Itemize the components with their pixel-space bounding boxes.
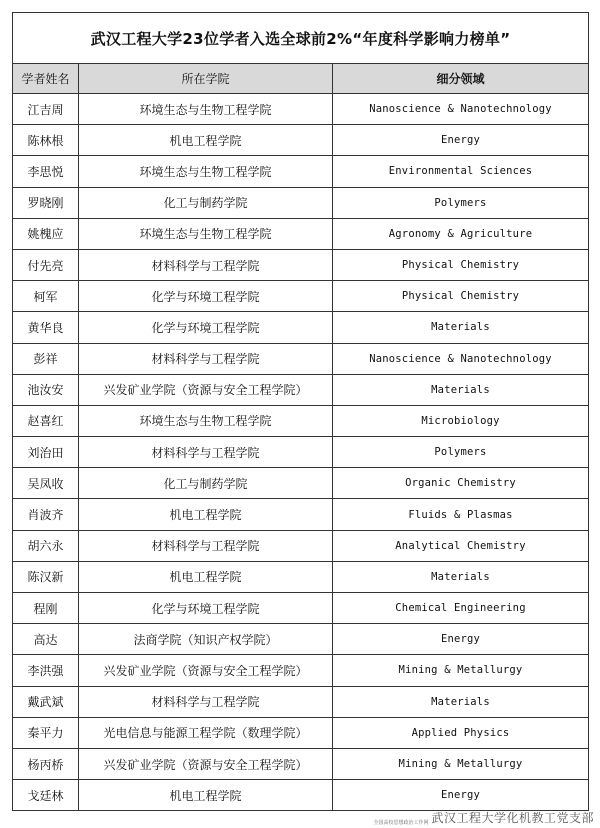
cell-college: 材料科学与工程学院 xyxy=(79,530,333,561)
cell-college: 化学与环境工程学院 xyxy=(79,312,333,343)
cell-name: 刘治田 xyxy=(13,437,79,468)
cell-college: 机电工程学院 xyxy=(79,780,333,811)
table-body xyxy=(13,94,589,811)
cell-college: 环境生态与生物工程学院 xyxy=(79,156,333,187)
cell-field: Environmental Sciences xyxy=(333,156,589,187)
cell-college: 机电工程学院 xyxy=(79,499,333,530)
cell-field: Materials xyxy=(333,686,589,717)
cell-name: 彭祥 xyxy=(13,343,79,374)
header-row xyxy=(13,64,589,94)
title-row xyxy=(13,13,589,64)
table-row xyxy=(13,281,589,312)
table-title: 武汉工程大学23位学者入选全球前2%“年度科学影响力榜单” xyxy=(13,13,589,64)
table-row xyxy=(13,312,589,343)
cell-name: 罗晓刚 xyxy=(13,187,79,218)
header-name: 学者姓名 xyxy=(13,64,79,94)
cell-college: 化学与环境工程学院 xyxy=(79,281,333,312)
cell-field: Physical Chemistry xyxy=(333,249,589,280)
cell-college: 法商学院（知识产权学院） xyxy=(79,624,333,655)
cell-college: 兴发矿业学院（资源与安全工程学院） xyxy=(79,748,333,779)
table-row xyxy=(13,437,589,468)
cell-field: Materials xyxy=(333,312,589,343)
cell-field: Materials xyxy=(333,374,589,405)
cell-name: 秦平力 xyxy=(13,717,79,748)
cell-college: 环境生态与生物工程学院 xyxy=(79,218,333,249)
document-sheet xyxy=(12,12,588,811)
cell-name: 姚槐应 xyxy=(13,218,79,249)
cell-college: 化学与环境工程学院 xyxy=(79,593,333,624)
cell-name: 黄华良 xyxy=(13,312,79,343)
table-row xyxy=(13,717,589,748)
cell-college: 机电工程学院 xyxy=(79,561,333,592)
header-field: 细分领域 xyxy=(333,64,589,94)
table-row xyxy=(13,374,589,405)
cell-field: Polymers xyxy=(333,437,589,468)
cell-name: 杨丙桥 xyxy=(13,748,79,779)
table-row xyxy=(13,218,589,249)
cell-field: Materials xyxy=(333,561,589,592)
table-row xyxy=(13,94,589,125)
cell-field: Analytical Chemistry xyxy=(333,530,589,561)
cell-college: 化工与制药学院 xyxy=(79,468,333,499)
table-row xyxy=(13,561,589,592)
table-row xyxy=(13,499,589,530)
table-row xyxy=(13,343,589,374)
cell-college: 材料科学与工程学院 xyxy=(79,343,333,374)
table-row xyxy=(13,156,589,187)
cell-field: Polymers xyxy=(333,187,589,218)
cell-field: Nanoscience & Nanotechnology xyxy=(333,343,589,374)
cell-name: 戈廷林 xyxy=(13,780,79,811)
table-row xyxy=(13,593,589,624)
cell-name: 池汝安 xyxy=(13,374,79,405)
cell-college: 环境生态与生物工程学院 xyxy=(79,94,333,125)
cell-name: 陈汉新 xyxy=(13,561,79,592)
scholar-table xyxy=(12,12,589,811)
cell-college: 机电工程学院 xyxy=(79,125,333,156)
table-row xyxy=(13,686,589,717)
cell-field: Microbiology xyxy=(333,405,589,436)
cell-field: Energy xyxy=(333,125,589,156)
cell-name: 江吉周 xyxy=(13,94,79,125)
cell-field: Chemical Engineering xyxy=(333,593,589,624)
cell-name: 吴凤收 xyxy=(13,468,79,499)
cell-name: 陈林根 xyxy=(13,125,79,156)
cell-field: Agronomy & Agriculture xyxy=(333,218,589,249)
cell-name: 李洪强 xyxy=(13,655,79,686)
cell-name: 戴武斌 xyxy=(13,686,79,717)
cell-field: Fluids & Plasmas xyxy=(333,499,589,530)
cell-college: 兴发矿业学院（资源与安全工程学院） xyxy=(79,374,333,405)
watermark-small-text: 全国高校思想政治工作网 xyxy=(373,820,429,826)
cell-college: 环境生态与生物工程学院 xyxy=(79,405,333,436)
cell-field: Mining & Metallurgy xyxy=(333,655,589,686)
cell-field: Organic Chemistry xyxy=(333,468,589,499)
cell-name: 肖波齐 xyxy=(13,499,79,530)
table-row xyxy=(13,249,589,280)
cell-name: 付先亮 xyxy=(13,249,79,280)
cell-name: 李思悦 xyxy=(13,156,79,187)
cell-field: Physical Chemistry xyxy=(333,281,589,312)
watermark-text: 武汉工程大学化机教工党支部 xyxy=(431,811,594,825)
table-row xyxy=(13,655,589,686)
cell-field: Mining & Metallurgy xyxy=(333,748,589,779)
cell-field: Energy xyxy=(333,624,589,655)
cell-name: 柯军 xyxy=(13,281,79,312)
table-row xyxy=(13,748,589,779)
table-row xyxy=(13,530,589,561)
cell-field: Energy xyxy=(333,780,589,811)
cell-field: Nanoscience & Nanotechnology xyxy=(333,94,589,125)
table-row xyxy=(13,624,589,655)
cell-college: 光电信息与能源工程学院（数理学院） xyxy=(79,717,333,748)
table-row xyxy=(13,780,589,811)
cell-college: 材料科学与工程学院 xyxy=(79,437,333,468)
cell-name: 程刚 xyxy=(13,593,79,624)
cell-college: 材料科学与工程学院 xyxy=(79,249,333,280)
cell-field: Applied Physics xyxy=(333,717,589,748)
watermark xyxy=(373,809,594,826)
cell-name: 高达 xyxy=(13,624,79,655)
cell-college: 化工与制药学院 xyxy=(79,187,333,218)
table-row xyxy=(13,468,589,499)
table-row xyxy=(13,187,589,218)
cell-college: 兴发矿业学院（资源与安全工程学院） xyxy=(79,655,333,686)
cell-college: 材料科学与工程学院 xyxy=(79,686,333,717)
cell-name: 胡六永 xyxy=(13,530,79,561)
header-college: 所在学院 xyxy=(79,64,333,94)
table-row xyxy=(13,125,589,156)
cell-name: 赵喜红 xyxy=(13,405,79,436)
table-row xyxy=(13,405,589,436)
